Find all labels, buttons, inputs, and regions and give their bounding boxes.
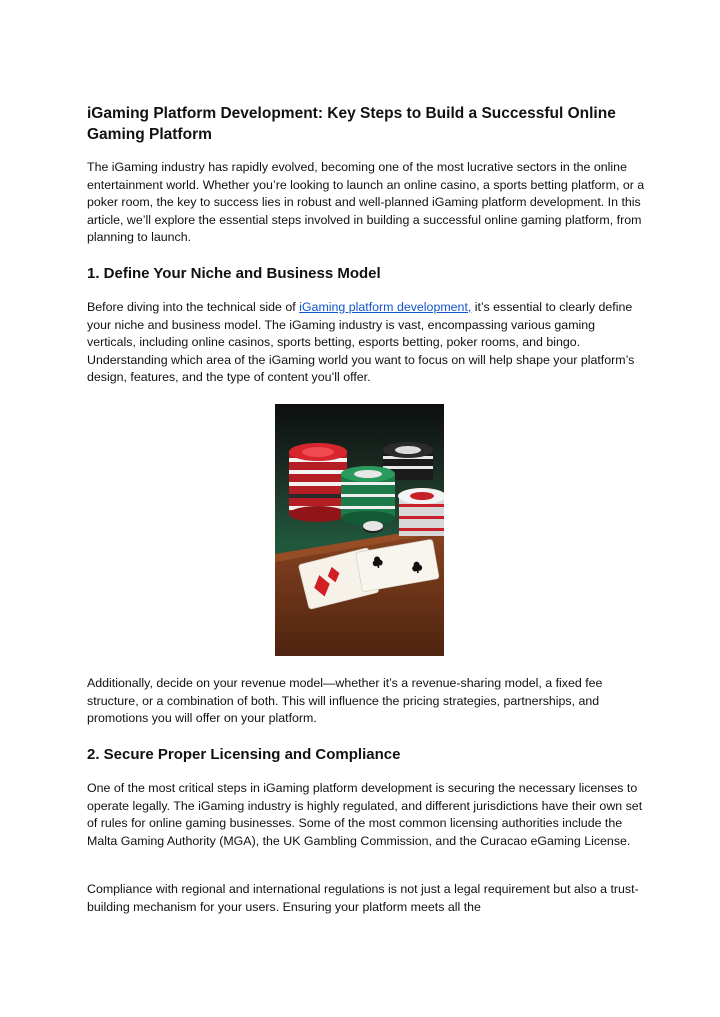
section-2-paragraph-2: Compliance with regional and international regulations is not just a legal requirement but also a trust-building mechanism for your users. Ensuring your platform meets all the: [87, 882, 639, 914]
section-1-paragraph-2: Additionally, decide on your revenue model—whether it’s a revenue-sharing model, a fixed fee structure, or a combination of both. This will influence the pricing strategies, partnerships, and promotions you will offer on your platform.: [87, 676, 603, 725]
section-2-heading: 2. Secure Proper Licensing and Compliance: [87, 746, 401, 763]
section-2-paragraph-1: One of the most critical steps in iGaming platform development is securing the necessary licenses to operate legally. The iGaming industry is highly regulated, and different jurisdictions have their own set of rules for online gaming businesses. Some of the most common licensing authorities include the Malta Gaming Authority (MGA), the UK Gambling Commission, and the Curacao eGaming License.: [87, 781, 643, 848]
igaming-platform-link[interactable]: iGaming platform development,: [299, 300, 472, 314]
section-1-text-end: it’s essential to clearly define your niche and business model. The iGaming industry is vast, encompassing various gaming verticals, including online casinos, sports betting, esports betting, poker rooms, and bingo. Understanding which area of the iGaming world you want to focus on will help shape your platform’s design, features, and the type of content you’ll offer.: [87, 300, 635, 384]
page-title: iGaming Platform Development: Key Steps to Build a Successful Online Gaming Platform: [87, 105, 616, 143]
section-1-text-start: Before diving into the technical side of: [87, 300, 300, 314]
section-1-paragraph-1: [87, 299, 647, 387]
intro-paragraph: The iGaming industry has rapidly evolved, becoming one of the most lucrative sectors in the online entertainment world. Whether you’re looking to launch an online casino, a sports betting platform, or a poker room, the key to success lies in robust and well-planned iGaming platform development. In this article, we’ll explore the essential steps involved in building a successful online gaming platform, from planning to launch.: [87, 160, 645, 244]
section-1-heading: 1. Define Your Niche and Business Model: [87, 265, 381, 282]
casino-chips-image: [275, 404, 444, 656]
